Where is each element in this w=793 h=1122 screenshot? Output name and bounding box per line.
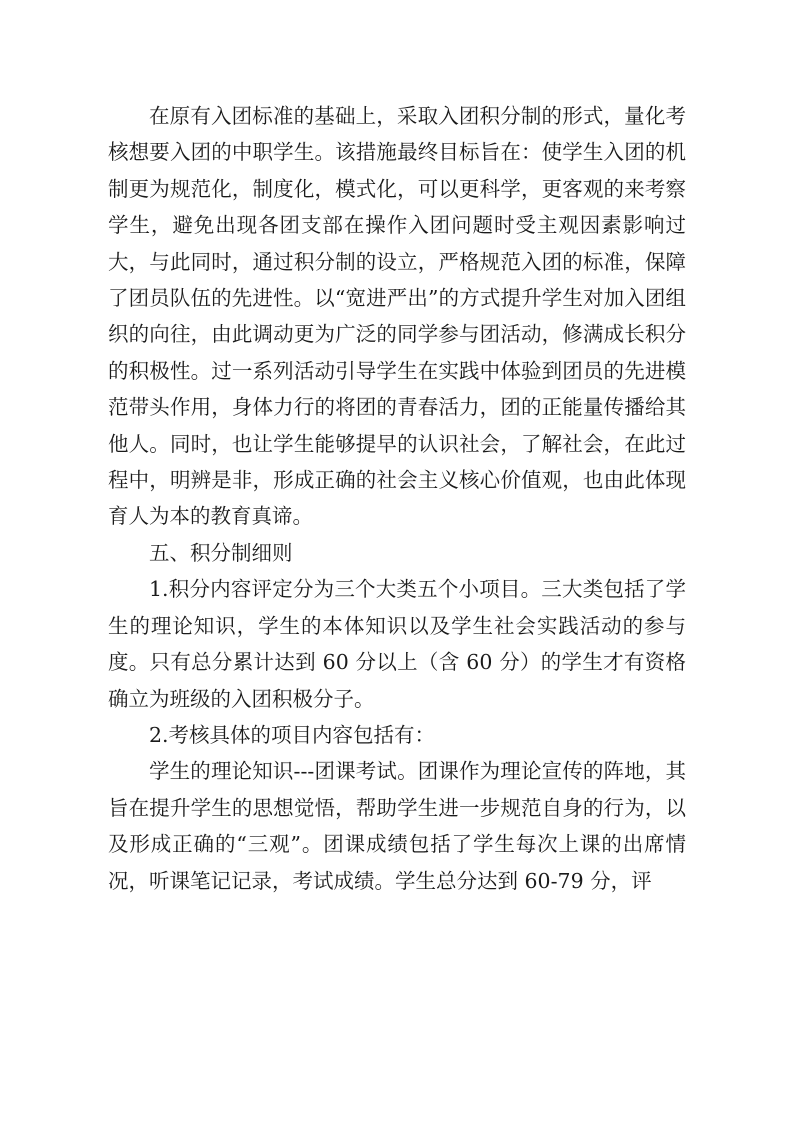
section-heading: 五、积分制细则 [149,540,293,565]
document-body [108,98,686,899]
paragraph-rule-1: 1.积分内容评定分为三个大类五个小项目。三大类包括了学生的理论知识，学生的本体知识以及学生社会实践活动的参与度。只有总分累计达到 60 分以上（含 60 分）的学生才有资格确立为班级的入团积极分子。 [108,577,686,711]
paragraph-theory: 学生的理论知识---团课考试。团课作为理论宣传的阵地，其旨在提升学生的思想觉悟，帮助学生进一步规范自身的行为，以及形成正确的“三观”。团课成绩包括了学生每次上课的出席情况，听课笔记记录，考试成绩。学生总分达到 60-79 分，评 [108,759,686,893]
paragraph-rule-2: 2.考核具体的项目内容包括有： [149,722,436,747]
paragraph-intro: 在原有入团标准的基础上，采取入团积分制的形式，量化考核想要入团的中职学生。该措施最终目标旨在：使学生入团的机制更为规范化，制度化，模式化，可以更科学，更客观的来考察学生，避免出现各团支部在操作入团问题时受主观因素影响过大，与此同时，通过积分制的设立，严格规范入团的标准，保障了团员队伍的先进性。以“宽进严出”的方式提升学生对加入团组织的向往，由此调动更为广泛的同学参与团活动，修满成长积分的积极性。过一系列活动引导学生在实践中体验到团员的先进模范带头作用，身体力行的将团的青春活力，团的正能量传播给其他人。同时，也让学生能够提早的认识社会，了解社会，在此过程中，明辨是非，形成正确的社会主义核心价值观，也由此体现育人为本的教育真谛。 [108,104,686,529]
